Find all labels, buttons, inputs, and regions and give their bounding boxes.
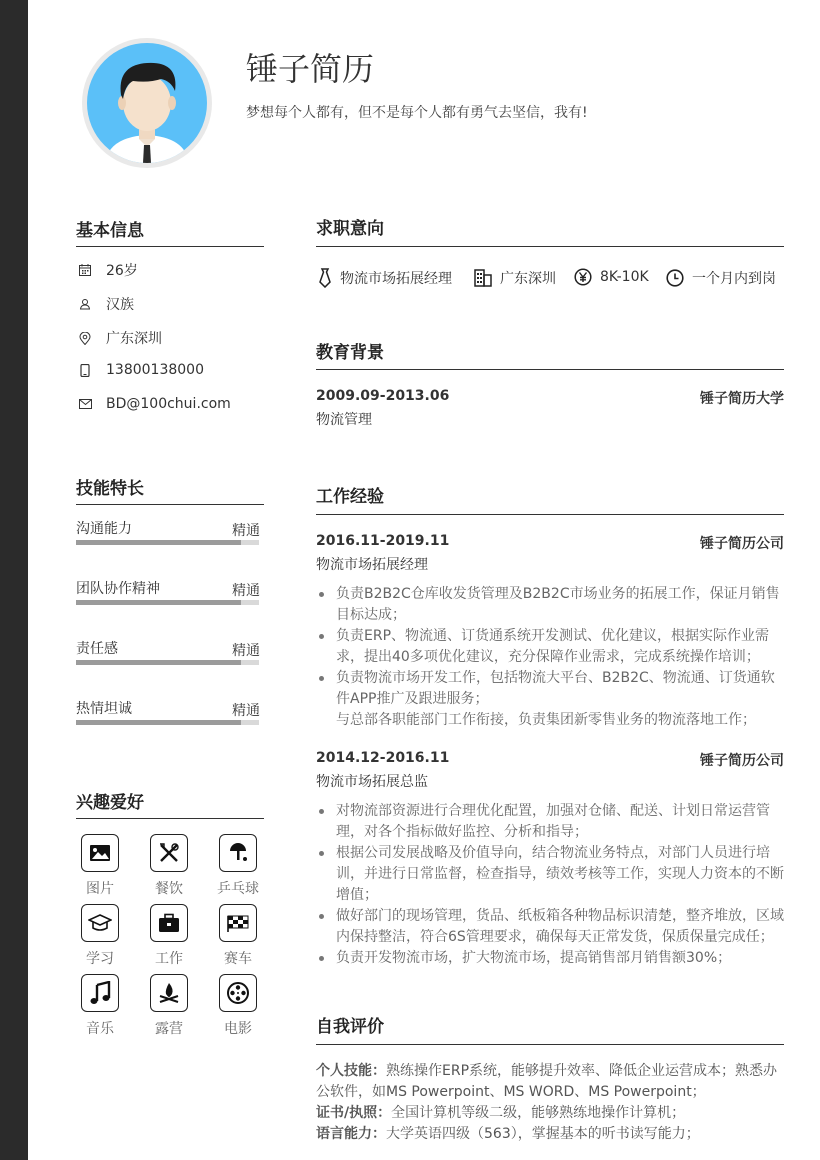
info-email (78, 396, 231, 412)
skill-bar (76, 660, 259, 665)
campfire-icon (150, 974, 188, 1012)
intent-salary-value: 8K-10K (600, 269, 649, 285)
hobby-item (208, 974, 268, 1038)
skill-level: 精通 (232, 523, 260, 539)
job-intent-title: 求职意向 (316, 219, 384, 239)
eval-text: 熟练操作ERP系统，能够提升效率、降低企业运营成本；熟悉办公软件，如MS Powerpoint、MS WORD、MS Powerpoint； (316, 1063, 778, 1100)
basic-info-divider (76, 246, 264, 247)
hobby-item (208, 834, 268, 898)
calendar-icon (78, 263, 92, 277)
duty-item: 与总部各职能部门工作衔接，负责集团新零售业务的物流落地工作； (336, 712, 756, 728)
hobby-label: 乒乓球 (217, 881, 259, 897)
skills-title: 技能特长 (76, 479, 144, 499)
intent-position (318, 268, 452, 288)
hobby-label: 图片 (86, 881, 114, 897)
film-reel-icon (219, 974, 257, 1012)
eval-skills (316, 1061, 786, 1103)
info-ethnicity (78, 294, 134, 314)
music-note-icon (81, 974, 119, 1012)
skill-bar (76, 720, 259, 725)
duty-item: 负责物流市场开发工作，包括物流大平台、B2B2C、物流通、订货通软件APP推广及跟进服务； (316, 668, 786, 710)
duty-item: 对物流部资源进行合理优化配置，加强对仓储、配送、计划日常运营管理，对各个指标做好监控、分析和指导； (316, 801, 786, 843)
hobby-item (208, 904, 268, 968)
eval-text: 全国计算机等级二级，能够熟练地操作计算机； (391, 1105, 686, 1121)
skill-bar (76, 540, 259, 545)
hobby-item (70, 834, 130, 898)
hobby-item (70, 904, 130, 968)
work-title: 工作经验 (316, 487, 384, 507)
hobby-item (139, 904, 199, 968)
racing-flag-icon (219, 904, 257, 942)
education-divider (316, 369, 784, 370)
job-company: 锤子简历公司 (700, 753, 784, 769)
hobby-label: 工作 (155, 951, 183, 967)
envelope-icon (78, 397, 92, 411)
location-value: 广东深圳 (106, 331, 162, 347)
email-value: BD@100chui.com (106, 396, 231, 412)
hobby-label: 赛车 (224, 951, 252, 967)
motto: 梦想每个人都有，但不是每个人都有勇气去坚信，我有! (246, 105, 588, 121)
skill-bar-fill (76, 540, 241, 545)
job-duties (316, 584, 786, 731)
job-intent-divider (316, 246, 784, 247)
clock-icon (666, 269, 684, 287)
location-pin-icon (78, 331, 92, 345)
avatar (82, 38, 212, 168)
skill-level: 精通 (232, 703, 260, 719)
job-role: 物流市场拓展经理 (316, 557, 428, 573)
ping-pong-icon (219, 834, 257, 872)
duty-item: 负责开发物流市场，扩大物流市场，提高销售部月销售额30%； (316, 948, 786, 969)
job-company: 锤子简历公司 (700, 536, 784, 552)
intent-position-value: 物流市场拓展经理 (340, 271, 452, 287)
hobby-item (139, 974, 199, 1038)
job-period: 2016.11-2019.11 (316, 533, 450, 549)
skill-bar-fill (76, 720, 241, 725)
person-avatar-icon (87, 43, 207, 163)
duty-item: 负责B2B2C仓库收发货管理及B2B2C市场业务的拓展工作，保证月销售目标达成； (316, 584, 786, 626)
hobby-label: 电影 (224, 1021, 252, 1037)
duty-item: 做好部门的现场管理，货品、纸板箱各种物品标识清楚，整齐堆放，区域内保持整洁，符合6S管理要求，确保每天正常发货，保质保量完成任； (316, 906, 786, 948)
info-age (78, 260, 138, 280)
intent-availability (666, 268, 776, 288)
info-phone (78, 362, 204, 378)
duty-item: 根据公司发展战略及价值导向，结合物流业务特点，对部门人员进行培训，并进行日常监督，检查指导，绩效考核等工作，实现人力资本的不断增值； (316, 843, 786, 906)
skill-name: 沟通能力 (76, 521, 132, 537)
basic-info-title: 基本信息 (76, 221, 144, 241)
education-school: 锤子简历大学 (700, 391, 784, 407)
hobby-label: 餐饮 (155, 881, 183, 897)
building-icon (474, 269, 492, 287)
hobbies-divider (76, 818, 264, 819)
skill-bar (76, 600, 259, 605)
education-major: 物流管理 (316, 412, 372, 428)
skill-level: 精通 (232, 583, 260, 599)
hobby-item (70, 974, 130, 1038)
intent-availability-value: 一个月内到岗 (692, 271, 776, 287)
hobby-label: 学习 (86, 951, 114, 967)
intent-salary (574, 268, 649, 286)
hobbies-title: 兴趣爱好 (76, 793, 144, 813)
self-eval-title: 自我评价 (316, 1017, 384, 1037)
self-eval-body (316, 1061, 786, 1145)
eval-text: 大学英语四级（563），掌握基本的听书读写能力； (386, 1126, 700, 1142)
phone-value: 13800138000 (106, 362, 204, 378)
resume-name: 锤子简历 (246, 50, 375, 88)
skill-bar-fill (76, 660, 241, 665)
left-accent-bar (0, 0, 28, 1160)
ethnicity-value: 汉族 (106, 297, 134, 313)
necktie-icon (318, 268, 332, 288)
work-divider (316, 514, 784, 515)
skill-name: 团队协作精神 (76, 581, 160, 597)
job-role: 物流市场拓展总监 (316, 774, 428, 790)
hobby-label: 露营 (155, 1021, 183, 1037)
intent-city (474, 268, 556, 288)
skill-level: 精通 (232, 643, 260, 659)
skill-bar-fill (76, 600, 241, 605)
skills-divider (76, 504, 264, 505)
education-title: 教育背景 (316, 343, 384, 363)
picture-icon (81, 834, 119, 872)
intent-city-value: 广东深圳 (500, 271, 556, 287)
education-period: 2009.09-2013.06 (316, 388, 450, 404)
briefcase-icon (150, 904, 188, 942)
graduation-cap-icon (81, 904, 119, 942)
skill-name: 热情坦诚 (76, 701, 132, 717)
job-duties (316, 801, 786, 969)
yen-coin-icon (574, 268, 592, 286)
eval-label: 语言能力： (316, 1126, 386, 1142)
self-eval-divider (316, 1044, 784, 1045)
job-period: 2014.12-2016.11 (316, 750, 450, 766)
duty-item: 负责ERP、物流通、订货通系统开发测试、优化建议，根据实际作业需求，提出40多项优化建议，充分保障作业需求，完成系统操作培训； (316, 626, 786, 668)
eval-label: 证书/执照： (316, 1105, 392, 1121)
people-icon (78, 297, 92, 311)
eval-language (316, 1124, 786, 1145)
hobby-item (139, 834, 199, 898)
skill-name: 责任感 (76, 641, 118, 657)
age-value: 26岁 (106, 263, 138, 279)
eval-certificates (316, 1103, 786, 1124)
info-location (78, 328, 162, 348)
eval-label: 个人技能： (316, 1063, 386, 1079)
dining-icon (150, 834, 188, 872)
mobile-phone-icon (78, 363, 92, 377)
hobby-label: 音乐 (86, 1021, 114, 1037)
